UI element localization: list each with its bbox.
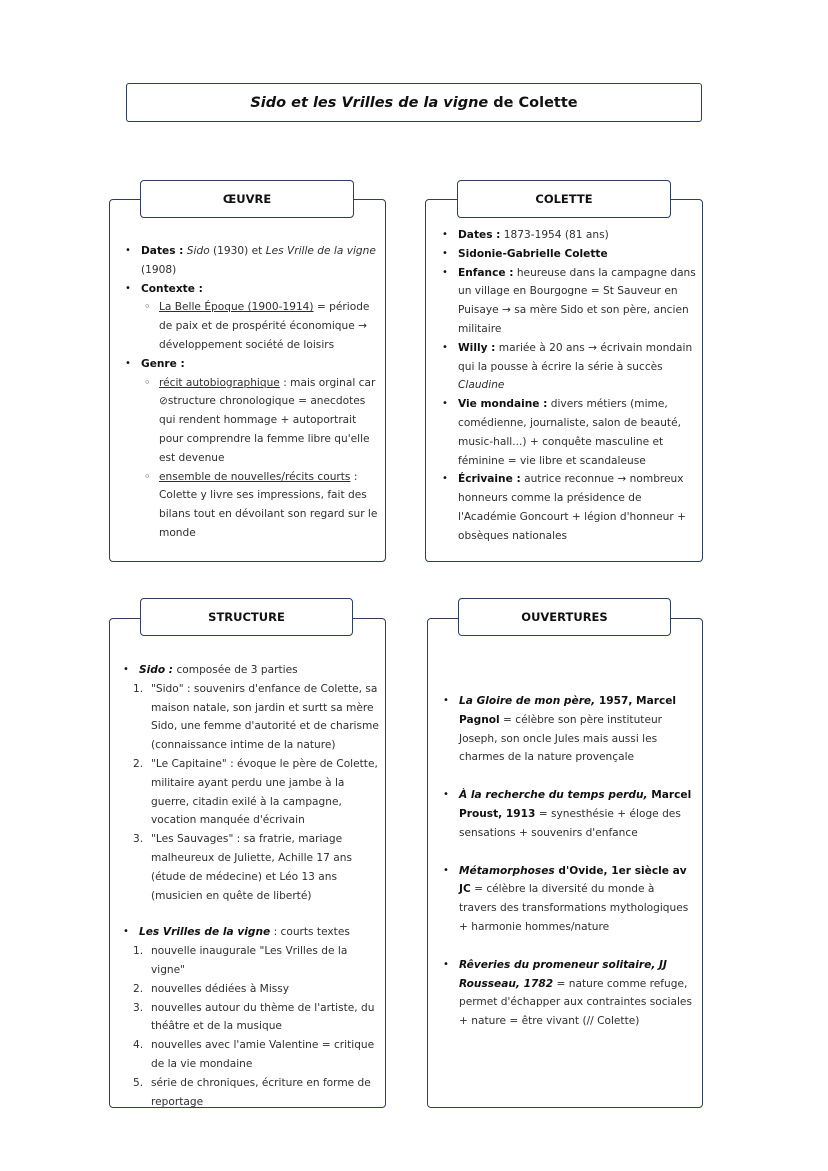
document-title (126, 83, 702, 122)
oeuvre-contexte: • Contexte : (123, 280, 378, 299)
colette-item-enfance: • Enfance : heureuse dans la campagne dans un village en Bourgogne = St Sauveur en Puisaye → sa mère Sido et son père, ancien militaire (440, 264, 696, 339)
oeuvre-dates: • Dates : Sido (1930) et Les Vrille de la vigne (1908) (123, 242, 378, 280)
structure-vrilles: • Les Vrilles de la vigne : courts textes (121, 923, 379, 942)
structure-sido-part-2: 2. "Le Capitaine" : évoque le père de Colette, militaire ayant perdu une jambe à la guerre, citadin exilé à la campagne, vocation manquée d'écrivain (133, 757, 378, 827)
structure-sido-part-1: 1. "Sido" : souvenirs d'enfance de Colette, sa maison natale, son jardin et surtt sa mère Sido, une femme d'autorité et de charisme (connaissance intime de la nature) (133, 682, 379, 752)
ouvertures-heading: OUVERTURES (458, 598, 671, 636)
colette-item-ecrivaine: • Écrivaine : autrice reconnue → nombreux honneurs comme la présidence de l'Académie Goncourt + légion d'honneur + obsèques nationales (440, 470, 696, 545)
oeuvre-content (123, 242, 378, 543)
ouvertures-content (441, 692, 695, 1031)
oeuvre-contexte-item: ◦ La Belle Époque (1900-1914) = période de paix et de prospérité économique → développement société de loisirs (123, 298, 378, 354)
oeuvre-genre-item-1: ◦ récit autobiographique : mais orginal car ⊘structure chronologique = anecdotes qui rendent hommage + autoportrait pour comprendre la femme libre qu'elle est devenue (123, 374, 378, 468)
oeuvre-heading: ŒUVRE (140, 180, 354, 218)
structure-heading: STRUCTURE (140, 598, 353, 636)
oeuvre-genre-item-2: ◦ ensemble de nouvelles/récits courts : Colette y livre ses impressions, fait des bilans tout en dévoilant son regard sur le monde (123, 468, 378, 543)
structure-content (121, 661, 379, 1111)
colette-item-willy: • Willy : mariée à 20 ans → écrivain mondain qui la pousse à écrire la série à succès Claudine (440, 339, 696, 395)
structure-vrilles-part-3: 3. nouvelles autour du thème de l'artiste, du théâtre et de la musique (133, 1001, 375, 1033)
structure-vrilles-part-2: 2. nouvelles dédiées à Missy (133, 982, 290, 995)
colette-content (440, 226, 696, 546)
colette-heading: COLETTE (457, 180, 671, 218)
ouverture-item-proust: • À la recherche du temps perdu, Marcel Proust, 1913 = synesthésie + éloge des sensations + souvenirs d'enfance (441, 786, 695, 842)
ouverture-item-rousseau: • Rêveries du promeneur solitaire, JJ Rousseau, 1782 = nature comme refuge, permet d'échapper aux contraintes sociales + nature = être vivant (// Colette) (441, 956, 695, 1031)
oeuvre-genre: • Genre : (123, 355, 378, 374)
structure-vrilles-part-1: 1. nouvelle inaugurale "Les Vrilles de la vigne" (133, 945, 348, 976)
colette-item-dates: • Dates : 1873-1954 (81 ans) (440, 226, 696, 245)
colette-item-vie-mondaine: • Vie mondaine : divers métiers (mime, comédienne, journaliste, salon de beauté, music-hall...) + conquête masculine et féminine = vie libre et scandaleuse (440, 395, 696, 470)
structure-vrilles-part-4: 4. nouvelles avec l'amie Valentine = critique de la vie mondaine (133, 1039, 375, 1070)
structure-sido: • Sido : composée de 3 parties (121, 661, 379, 680)
structure-vrilles-part-5: 5. série de chroniques, écriture en forme de reportage (133, 1076, 371, 1108)
colette-item-name: • Sidonie-Gabrielle Colette (440, 245, 696, 264)
ouverture-item-ovide: • Métamorphoses d'Ovide, 1er siècle av JC = célèbre la diversité du monde à travers des transformations mythologiques + harmonie hommes/nature (441, 862, 695, 937)
title-rest: de Colette (493, 94, 578, 111)
ouverture-item-pagnol: • La Gloire de mon père, 1957, Marcel Pagnol = célèbre son père instituteur Joseph, son oncle Jules mais aussi les charmes de la nature provençale (441, 692, 695, 767)
structure-sido-part-3: 3. "Les Sauvages" : sa fratrie, mariage malheureux de Juliette, Achille 17 ans (étude de médecine) et Léo 13 ans (musicien en quête de liberté) (133, 833, 352, 902)
title-italic: Sido et les Vrilles de la vigne (250, 94, 489, 111)
